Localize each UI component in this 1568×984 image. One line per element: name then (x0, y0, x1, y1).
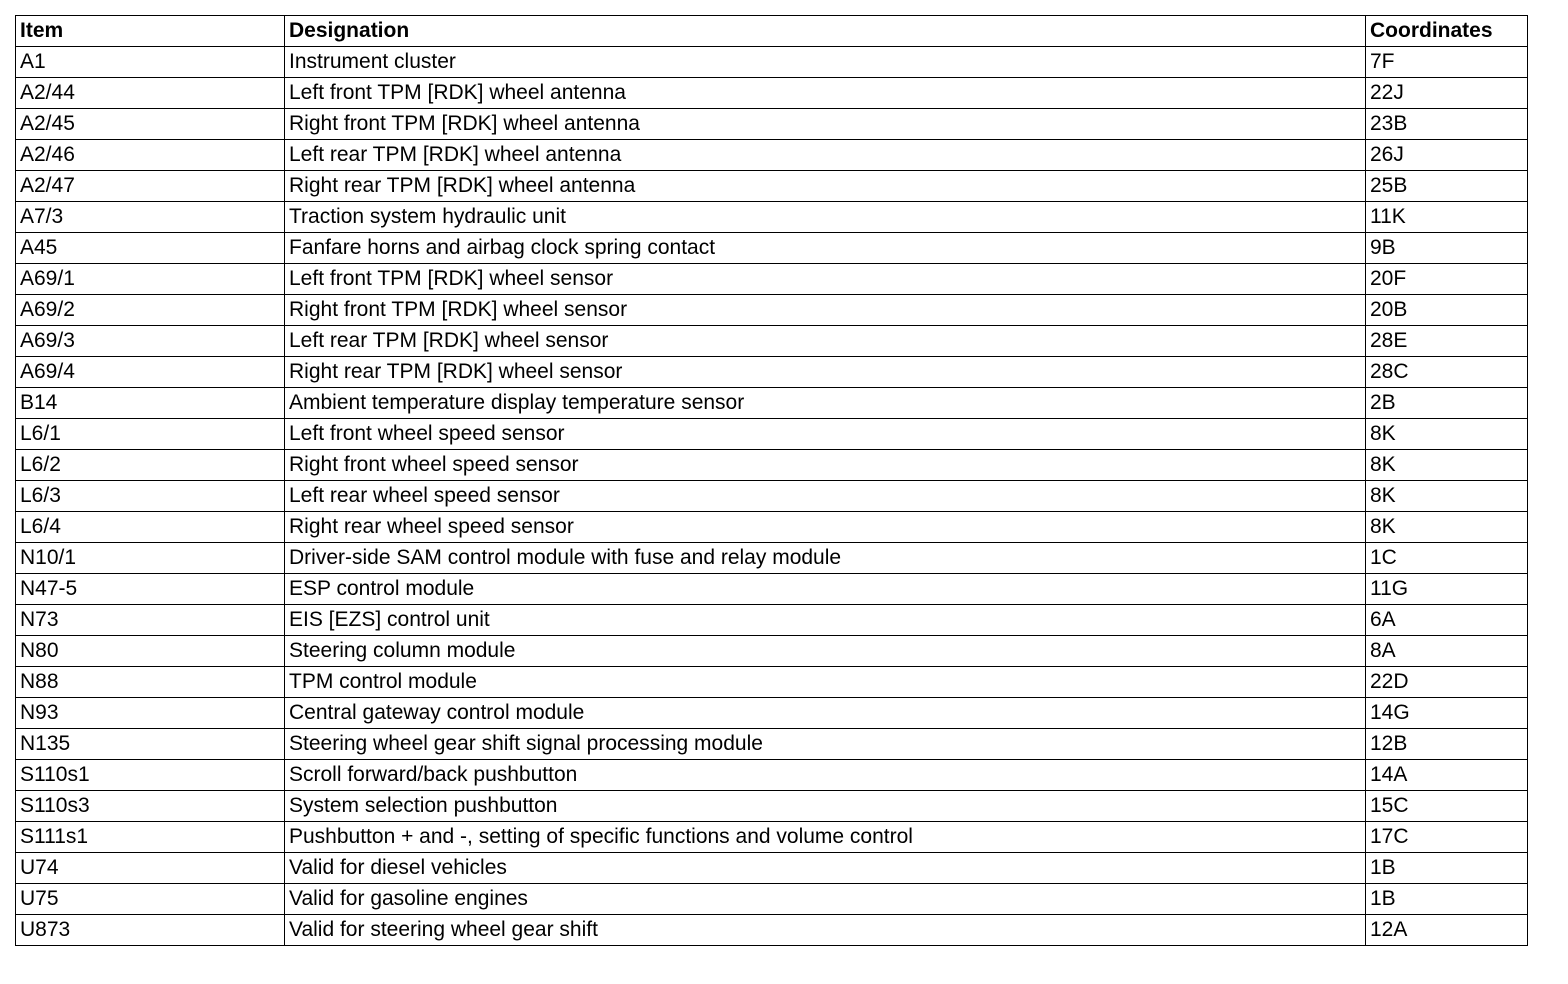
cell-coordinates: 11G (1366, 574, 1528, 605)
cell-item: A1 (16, 47, 285, 78)
cell-coordinates: 8K (1366, 450, 1528, 481)
column-header-item: Item (16, 16, 285, 47)
table-row (16, 512, 1528, 543)
cell-item: N93 (16, 698, 285, 729)
cell-coordinates: 26J (1366, 140, 1528, 171)
table-row (16, 264, 1528, 295)
cell-coordinates: 8K (1366, 419, 1528, 450)
cell-item: L6/4 (16, 512, 285, 543)
cell-coordinates: 6A (1366, 605, 1528, 636)
cell-coordinates: 22J (1366, 78, 1528, 109)
cell-coordinates: 28E (1366, 326, 1528, 357)
table-row (16, 47, 1528, 78)
column-header-coordinates: Coordinates (1366, 16, 1528, 47)
cell-coordinates: 28C (1366, 357, 1528, 388)
cell-coordinates: 11K (1366, 202, 1528, 233)
cell-item: U873 (16, 915, 285, 946)
cell-coordinates: 22D (1366, 667, 1528, 698)
cell-designation: Valid for diesel vehicles (285, 853, 1366, 884)
cell-item: N80 (16, 636, 285, 667)
table-row (16, 822, 1528, 853)
cell-item: A7/3 (16, 202, 285, 233)
cell-coordinates: 20F (1366, 264, 1528, 295)
table-row (16, 574, 1528, 605)
table-body (16, 47, 1528, 946)
cell-coordinates: 25B (1366, 171, 1528, 202)
cell-designation: Right front TPM [RDK] wheel sensor (285, 295, 1366, 326)
cell-item: N135 (16, 729, 285, 760)
cell-item: A69/3 (16, 326, 285, 357)
cell-designation: Valid for steering wheel gear shift (285, 915, 1366, 946)
table-row (16, 233, 1528, 264)
cell-designation: Scroll forward/back pushbutton (285, 760, 1366, 791)
cell-designation: Left rear TPM [RDK] wheel sensor (285, 326, 1366, 357)
cell-designation: Right rear wheel speed sensor (285, 512, 1366, 543)
table-row (16, 357, 1528, 388)
table-row (16, 605, 1528, 636)
cell-coordinates: 1C (1366, 543, 1528, 574)
cell-designation: Central gateway control module (285, 698, 1366, 729)
cell-coordinates: 23B (1366, 109, 1528, 140)
table-row (16, 853, 1528, 884)
cell-designation: Right rear TPM [RDK] wheel antenna (285, 171, 1366, 202)
cell-item: A45 (16, 233, 285, 264)
cell-coordinates: 14G (1366, 698, 1528, 729)
cell-coordinates: 1B (1366, 884, 1528, 915)
table-row (16, 140, 1528, 171)
table-row (16, 171, 1528, 202)
table-row (16, 543, 1528, 574)
cell-item: A2/44 (16, 78, 285, 109)
cell-coordinates: 20B (1366, 295, 1528, 326)
table-row (16, 791, 1528, 822)
table-header-row (16, 16, 1528, 47)
cell-item: S110s3 (16, 791, 285, 822)
table-row (16, 636, 1528, 667)
table-row (16, 729, 1528, 760)
cell-designation: Left front TPM [RDK] wheel antenna (285, 78, 1366, 109)
table-row (16, 326, 1528, 357)
cell-designation: EIS [EZS] control unit (285, 605, 1366, 636)
cell-item: A69/2 (16, 295, 285, 326)
table-row (16, 419, 1528, 450)
cell-designation: Ambient temperature display temperature sensor (285, 388, 1366, 419)
cell-item: A69/4 (16, 357, 285, 388)
cell-coordinates: 15C (1366, 791, 1528, 822)
cell-designation: Traction system hydraulic unit (285, 202, 1366, 233)
cell-item: U75 (16, 884, 285, 915)
cell-designation: Driver-side SAM control module with fuse and relay module (285, 543, 1366, 574)
cell-designation: Steering wheel gear shift signal processing module (285, 729, 1366, 760)
cell-coordinates: 2B (1366, 388, 1528, 419)
cell-designation: Right front TPM [RDK] wheel antenna (285, 109, 1366, 140)
table-row (16, 667, 1528, 698)
cell-item: A2/45 (16, 109, 285, 140)
cell-coordinates: 12A (1366, 915, 1528, 946)
table-row (16, 202, 1528, 233)
component-legend-table (15, 15, 1528, 946)
cell-designation: ESP control module (285, 574, 1366, 605)
cell-item: U74 (16, 853, 285, 884)
cell-item: A2/47 (16, 171, 285, 202)
cell-designation: Left rear TPM [RDK] wheel antenna (285, 140, 1366, 171)
cell-designation: Left front TPM [RDK] wheel sensor (285, 264, 1366, 295)
cell-designation: Right front wheel speed sensor (285, 450, 1366, 481)
cell-item: S110s1 (16, 760, 285, 791)
cell-item: N73 (16, 605, 285, 636)
cell-item: N10/1 (16, 543, 285, 574)
cell-item: L6/2 (16, 450, 285, 481)
table-row (16, 698, 1528, 729)
cell-designation: Steering column module (285, 636, 1366, 667)
cell-item: L6/1 (16, 419, 285, 450)
table-row (16, 760, 1528, 791)
table-row (16, 388, 1528, 419)
cell-designation: Pushbutton + and -, setting of specific functions and volume control (285, 822, 1366, 853)
cell-designation: Valid for gasoline engines (285, 884, 1366, 915)
cell-coordinates: 12B (1366, 729, 1528, 760)
table-row (16, 884, 1528, 915)
table-row (16, 450, 1528, 481)
cell-item: N47-5 (16, 574, 285, 605)
cell-designation: Left front wheel speed sensor (285, 419, 1366, 450)
cell-designation: Right rear TPM [RDK] wheel sensor (285, 357, 1366, 388)
cell-coordinates: 9B (1366, 233, 1528, 264)
cell-designation: Fanfare horns and airbag clock spring contact (285, 233, 1366, 264)
column-header-designation: Designation (285, 16, 1366, 47)
cell-designation: Left rear wheel speed sensor (285, 481, 1366, 512)
cell-item: S111s1 (16, 822, 285, 853)
cell-designation: System selection pushbutton (285, 791, 1366, 822)
cell-coordinates: 8K (1366, 512, 1528, 543)
table-row (16, 78, 1528, 109)
cell-item: A2/46 (16, 140, 285, 171)
cell-item: L6/3 (16, 481, 285, 512)
table-row (16, 109, 1528, 140)
cell-item: B14 (16, 388, 285, 419)
cell-coordinates: 7F (1366, 47, 1528, 78)
cell-coordinates: 17C (1366, 822, 1528, 853)
cell-designation: TPM control module (285, 667, 1366, 698)
table-row (16, 295, 1528, 326)
cell-item: N88 (16, 667, 285, 698)
cell-coordinates: 1B (1366, 853, 1528, 884)
cell-coordinates: 8K (1366, 481, 1528, 512)
cell-coordinates: 8A (1366, 636, 1528, 667)
cell-item: A69/1 (16, 264, 285, 295)
cell-designation: Instrument cluster (285, 47, 1366, 78)
table-row (16, 481, 1528, 512)
table-row (16, 915, 1528, 946)
cell-coordinates: 14A (1366, 760, 1528, 791)
